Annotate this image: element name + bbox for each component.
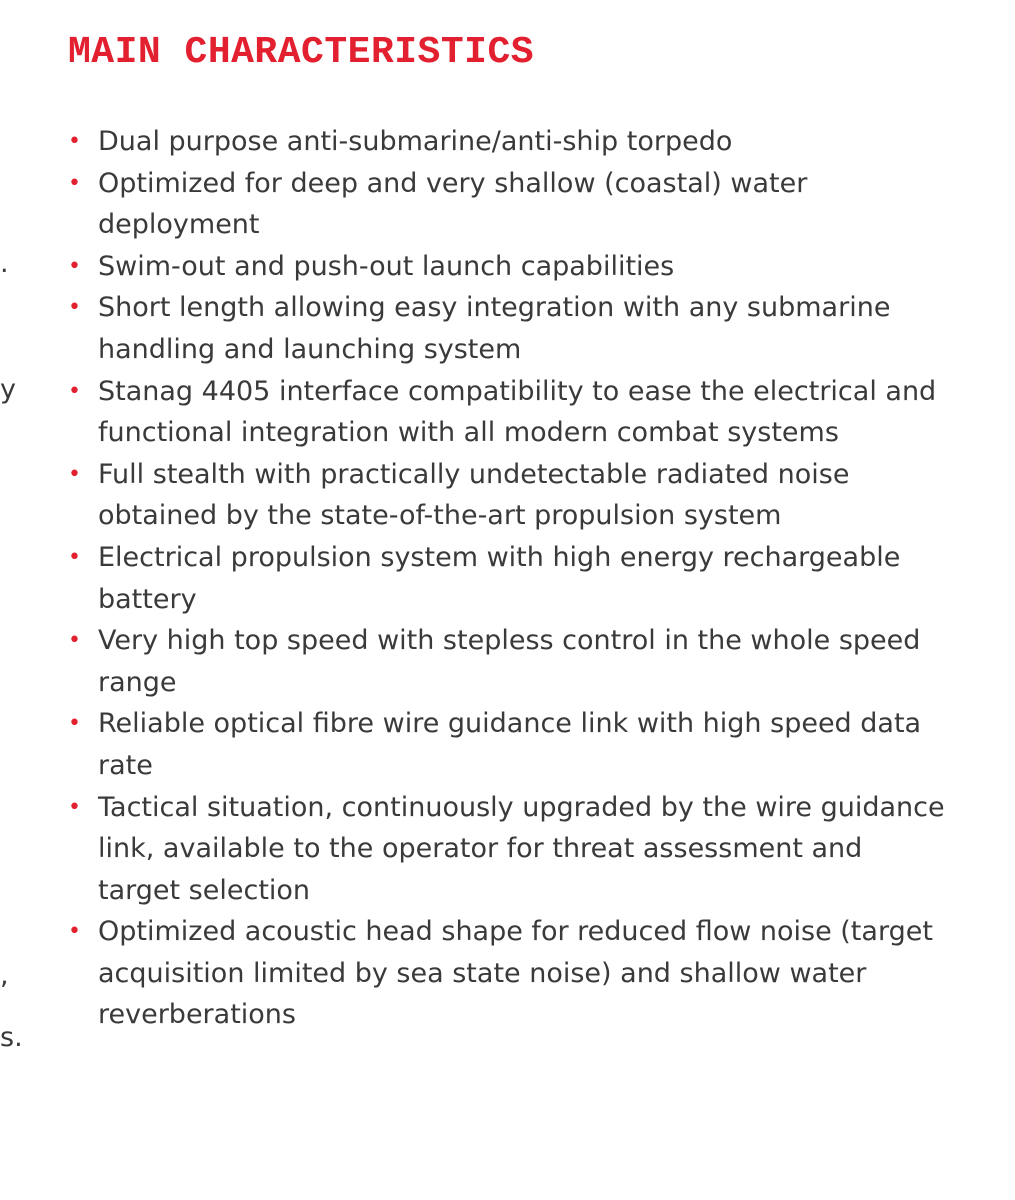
list-item <box>68 371 948 454</box>
list-item <box>68 287 948 370</box>
list-item <box>68 911 948 1036</box>
cropped-text-fragment: , <box>0 960 9 991</box>
bullet-icon: • <box>68 794 81 820</box>
cropped-text-fragment: s. <box>0 1022 23 1053</box>
characteristics-list <box>68 121 948 1036</box>
bullet-icon: • <box>68 711 81 737</box>
list-item <box>68 787 948 912</box>
list-item <box>68 537 948 620</box>
list-item-text: Dual purpose anti-submarine/anti-ship torpedo <box>98 126 733 157</box>
list-item-text: Optimized for deep and very shallow (coastal) water deployment <box>98 167 808 241</box>
list-item-text: Optimized acoustic head shape for reduced flow noise (target acquisition limited by sea state noise) and shallow water reverberations <box>98 916 933 1031</box>
list-item <box>68 163 948 246</box>
list-item-text: Electrical propulsion system with high energy rechargeable battery <box>98 541 901 615</box>
list-item-text: Reliable optical fibre wire guidance link with high speed data rate <box>98 708 922 781</box>
cropped-text-fragment: . <box>0 248 9 279</box>
list-item-text: Swim-out and push-out launch capabilities <box>98 250 675 282</box>
bullet-icon: • <box>68 628 81 654</box>
list-item-text: Tactical situation, continuously upgraded by the wire guidance link, available to the operator for threat assessment and target selection <box>98 791 945 906</box>
list-item-text: Stanag 4405 interface compatibility to ease the electrical and functional integration with all modern combat systems <box>98 375 937 449</box>
list-item <box>68 121 948 163</box>
bullet-icon: • <box>68 461 81 487</box>
list-item-text: Full stealth with practically undetectable radiated noise obtained by the state-of-the-art propulsion system <box>98 458 850 532</box>
list-item <box>68 246 948 288</box>
bullet-icon: • <box>68 919 81 945</box>
bullet-icon: • <box>68 253 81 279</box>
bullet-icon: • <box>68 170 81 196</box>
bullet-icon: • <box>68 378 81 404</box>
bullet-icon: • <box>68 129 81 154</box>
list-item <box>68 454 948 537</box>
list-item <box>68 620 948 703</box>
bullet-icon: • <box>68 544 81 570</box>
list-item-text: Very high top speed with stepless control in the whole speed range <box>98 625 921 698</box>
list-item <box>68 703 948 786</box>
list-item-text: Short length allowing easy integration with any submarine handling and launching system <box>98 292 891 365</box>
section-heading: MAIN CHARACTERISTICS <box>68 31 535 74</box>
cropped-text-fragment: y <box>0 374 16 405</box>
bullet-icon: • <box>68 295 81 321</box>
